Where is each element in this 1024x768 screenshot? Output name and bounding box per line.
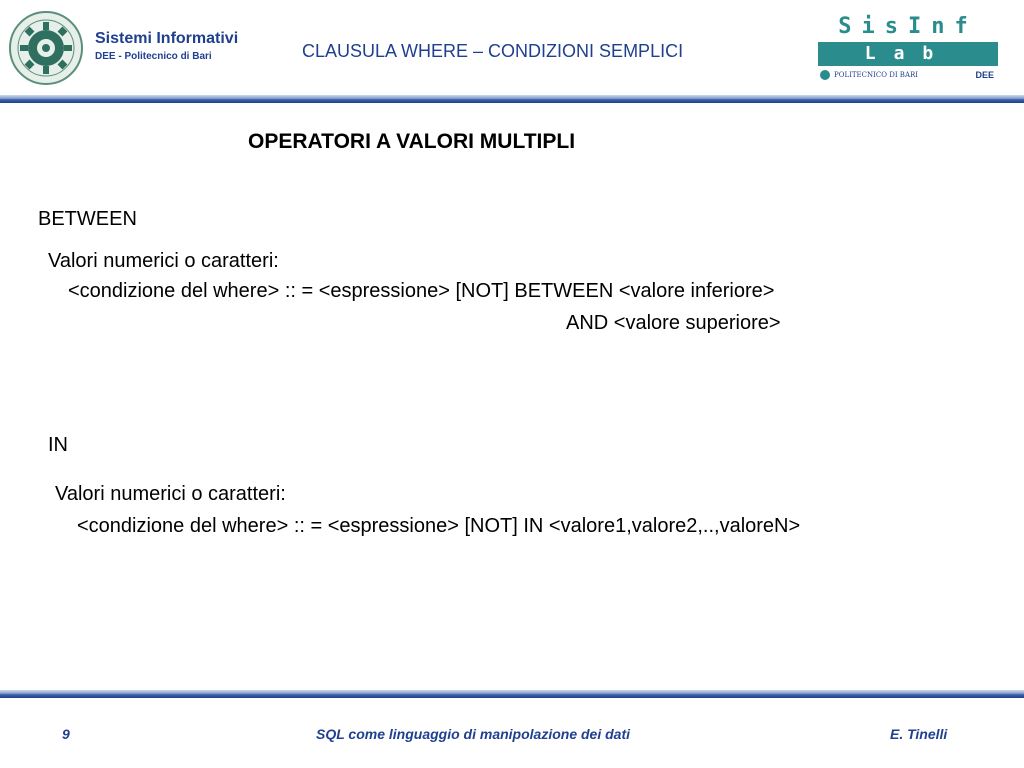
header-title: CLAUSULA WHERE – CONDIZIONI SEMPLICI [302,41,684,61]
header-divider [0,95,1024,103]
lab-logo-right-caption: DEE [975,70,994,80]
between-syntax: <condizione del where> :: = <espressione> [NOT] BETWEEN <valore inferiore> [68,280,775,302]
footer-title: SQL come linguaggio di manipolazione dei dati [316,726,630,742]
between-syntax-continuation: AND <valore superiore> [566,312,781,334]
between-description: Valori numerici o caratteri: [48,250,279,272]
gear-icon [820,70,830,80]
lab-logo-bar-text: Lab [818,42,998,66]
lab-logo-top-text: SisInf [838,14,978,39]
footer-divider [0,690,1024,698]
sisinf-lab-logo [818,14,998,82]
lab-logo-footer [818,70,998,82]
org-name: Sistemi Informativi [95,30,239,47]
in-syntax: <condizione del where> :: = <espressione> [NOT] IN <valore1,valore2,..,valoreN> [77,515,801,537]
in-description: Valori numerici o caratteri: [55,483,286,505]
slide-heading: OPERATORI A VALORI MULTIPLI [248,130,576,153]
in-keyword: IN [48,434,68,456]
between-keyword: BETWEEN [38,208,137,230]
org-subtitle: DEE - Politecnico di Bari [95,51,212,62]
page-number: 9 [62,726,70,742]
politecnico-seal-logo [8,10,84,86]
lab-logo-left-caption: POLITECNICO DI BARI [834,71,919,79]
footer-author: E. Tinelli [890,726,948,742]
